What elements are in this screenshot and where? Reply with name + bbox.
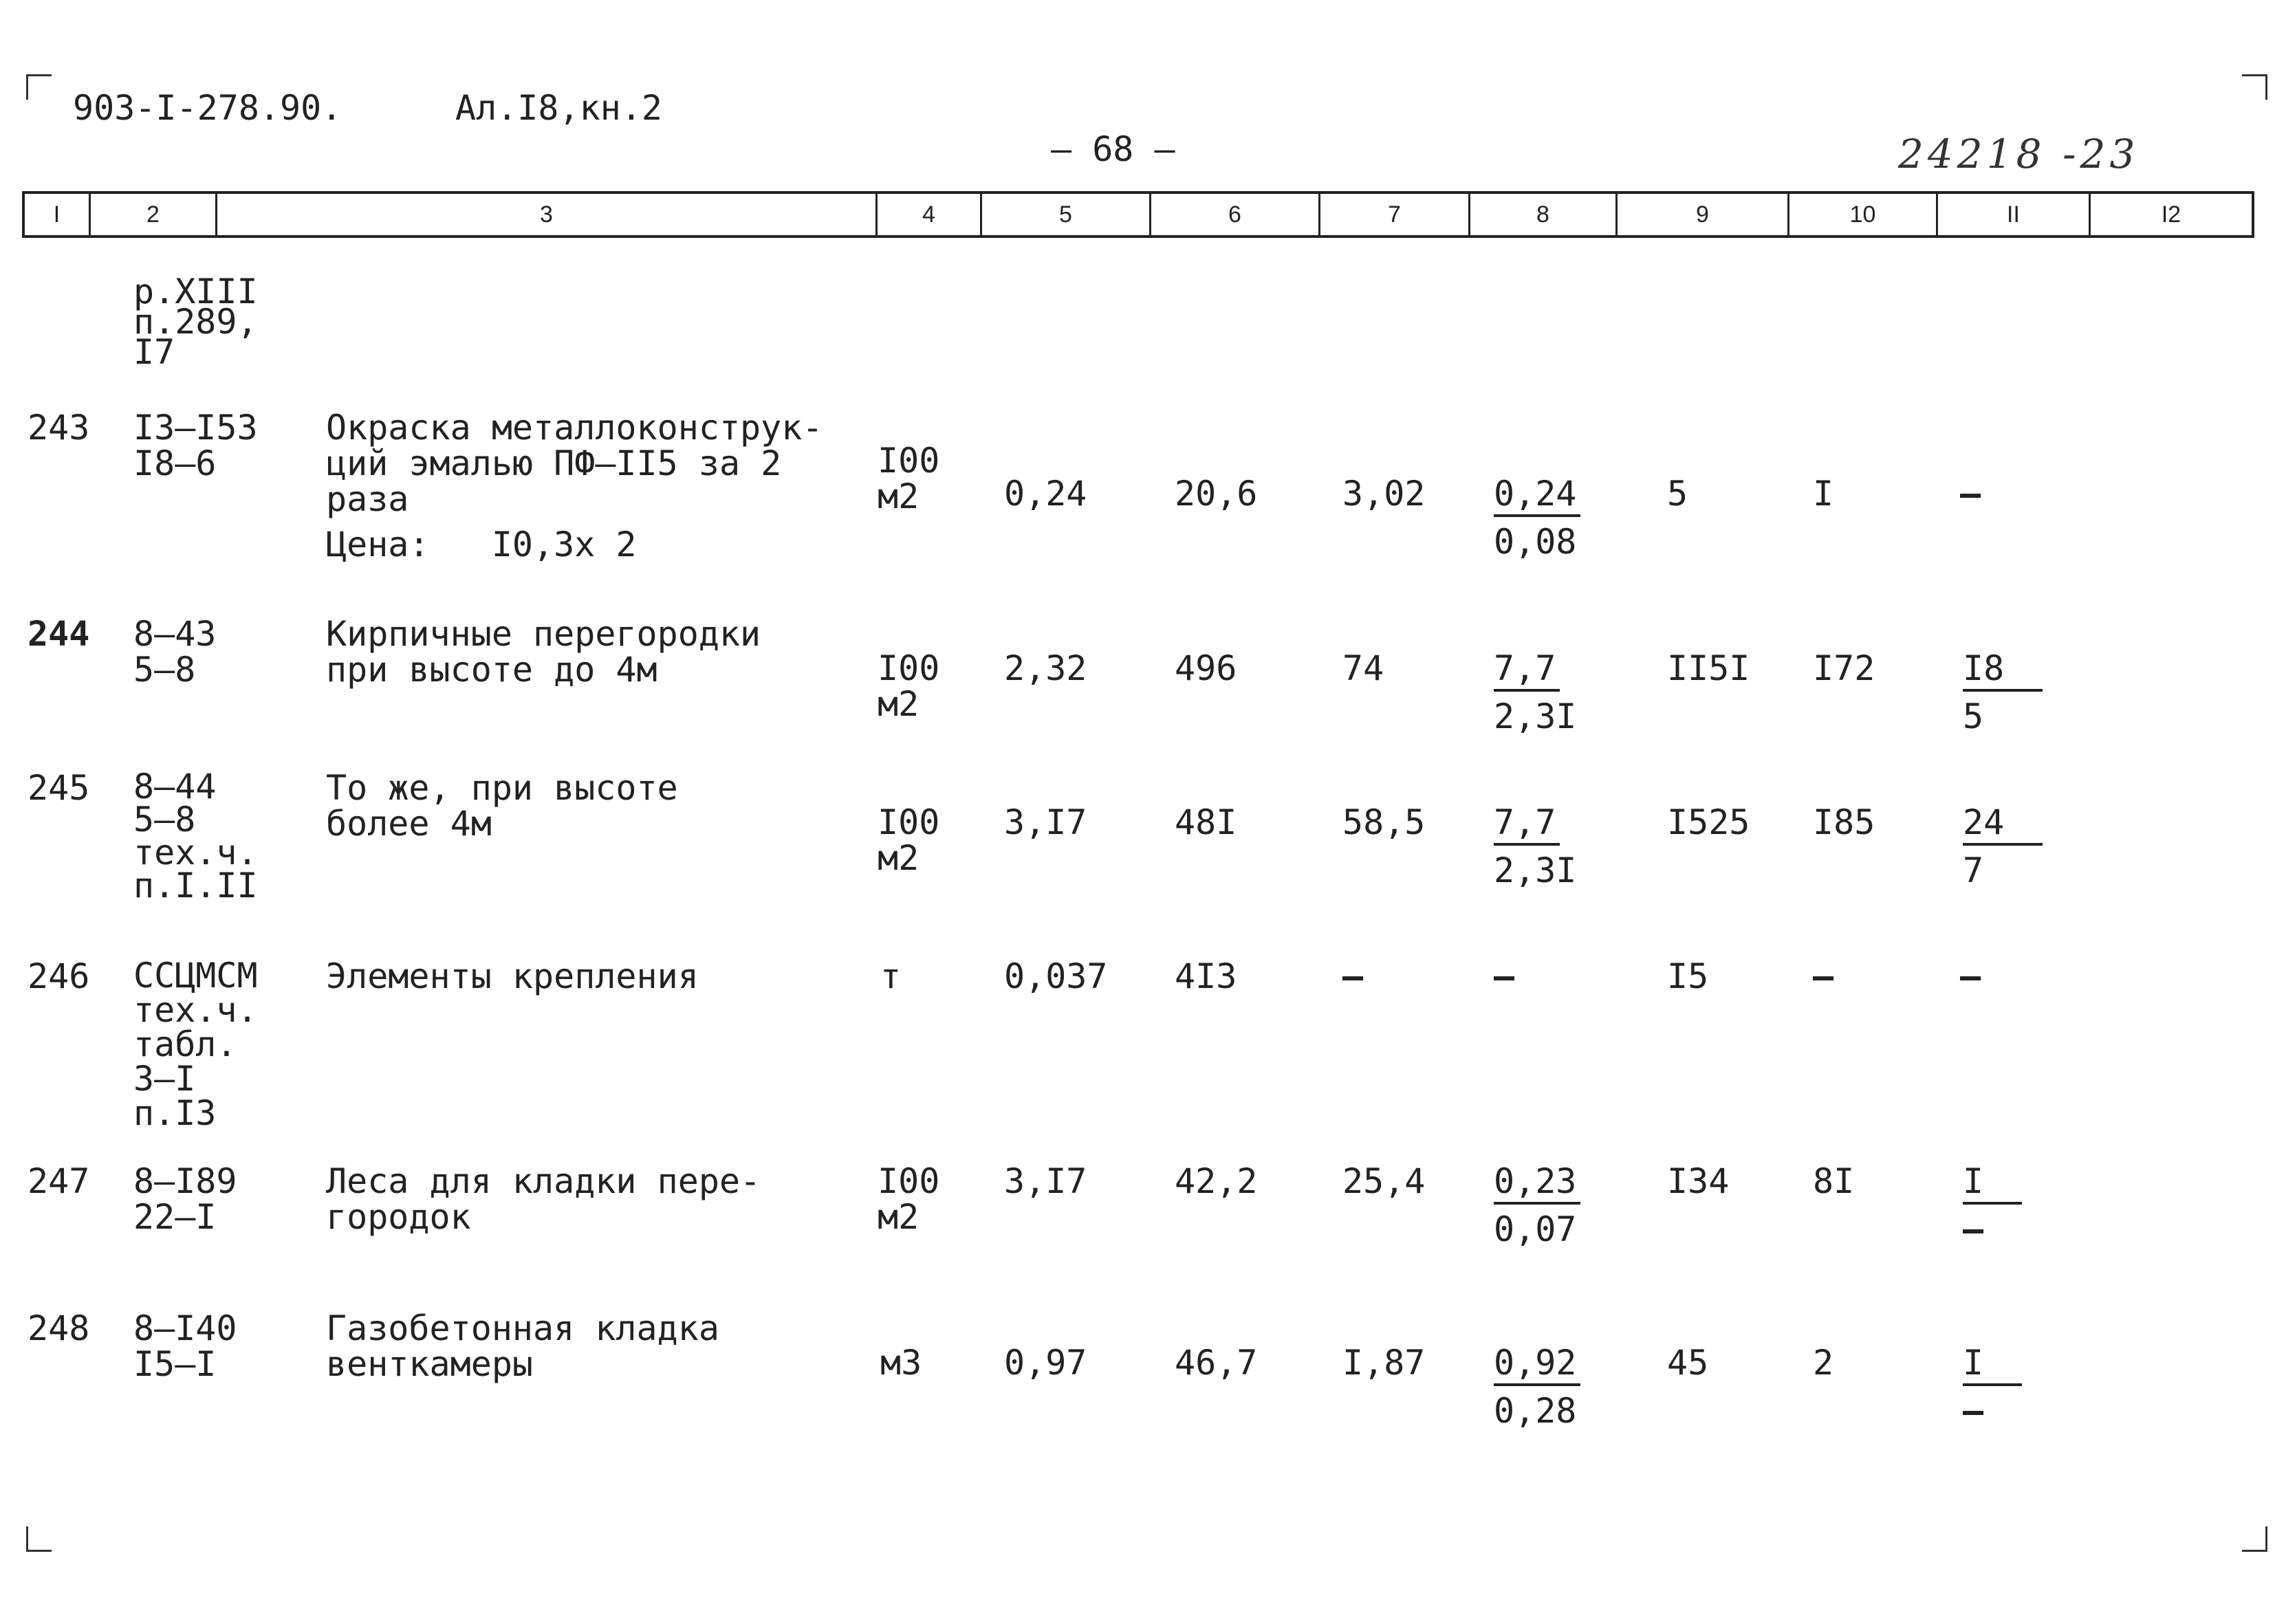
column-7-value: I,87 [1342, 1343, 1426, 1383]
column-header-7: 7 [1320, 194, 1470, 235]
corner-mark-bottom-right [2242, 1526, 2267, 1552]
album-reference: Ал.I8,кн.2 [455, 88, 663, 128]
column-8-fraction: $\frac{0,23}{0,07}$ [1494, 1163, 1580, 1247]
work-description: Газобетонная кладка венткамеры [326, 1308, 719, 1384]
column-header-4: 4 [878, 194, 982, 235]
work-description: То же, при высоте более 4м [326, 768, 678, 844]
rate-code: 8–43 5–8 [133, 614, 217, 690]
column-11-value: – [1960, 956, 1981, 996]
column-10-value: – [1813, 956, 1834, 996]
row-number: 247 [28, 1161, 90, 1201]
document-code: 903-I-278.90. [73, 88, 342, 128]
column-8-fraction: $\frac{7,7}{2,3I}$ [1494, 648, 1577, 736]
column-header-9: 9 [1618, 194, 1789, 235]
work-description: Элементы крепления [326, 956, 699, 996]
unit: I00 м2 [878, 802, 940, 878]
column-10-value: I [1813, 474, 1834, 514]
column-9-value: II5I [1667, 648, 1750, 688]
column-header-10: 10 [1789, 194, 1938, 235]
column-header-5: 5 [982, 194, 1151, 235]
column-6-value: 496 [1175, 648, 1237, 688]
column-10-value: 2 [1813, 1343, 1834, 1383]
column-8-fraction: $\frac{0,24}{0,08}$ [1494, 476, 1580, 560]
column-header-2: 2 [91, 194, 217, 235]
column-header-row [22, 191, 2254, 238]
handwritten-number: 24218 -23 [1898, 131, 2140, 177]
quantity: 0,037 [1004, 956, 1108, 996]
column-9-value: I34 [1667, 1161, 1730, 1201]
column-7-value: 25,4 [1342, 1161, 1426, 1201]
row-number: 246 [28, 956, 90, 996]
unit: I00 м2 [878, 441, 940, 516]
unit: м3 [880, 1343, 922, 1383]
row-number: 248 [28, 1308, 90, 1348]
quantity: 2,32 [1004, 648, 1087, 688]
column-header-12: I2 [2161, 201, 2181, 228]
column-8-fraction: $\frac{0,92}{0,28}$ [1494, 1345, 1580, 1429]
quantity: 3,I7 [1004, 1161, 1087, 1201]
column-7-value: – [1342, 956, 1364, 996]
rate-code: 8–I40 I5–I [133, 1308, 237, 1384]
corner-mark-top-right [2242, 74, 2267, 100]
unit: т [880, 956, 902, 996]
quantity: 0,97 [1004, 1343, 1087, 1383]
unit: I00 м2 [878, 648, 940, 724]
rate-code: 8–44 5–8 тех.ч. п.I.II [133, 767, 258, 906]
work-description: Окраска металлоконструк- ций эмалью ПФ–II5 за 2 раза [326, 408, 823, 519]
price-note: Цена: I0,3х 2 [326, 525, 637, 564]
column-10-value: I72 [1813, 648, 1875, 688]
quantity: 0,24 [1004, 474, 1087, 514]
column-header-11: II [1938, 194, 2091, 235]
work-description: Кирпичные перегородки при высоте до 4м [326, 614, 761, 690]
column-8-fraction: $\frac{7,7}{2,3I}$ [1494, 802, 1577, 890]
column-6-value: 48I [1175, 802, 1237, 842]
column-11-fraction: $\frac{24}{7}$ [1963, 804, 2043, 888]
corner-mark-bottom-left [26, 1526, 52, 1552]
column-8-value: – [1494, 956, 1515, 996]
work-description: Леса для кладки пере- городок [326, 1161, 761, 1237]
column-9-value: 5 [1667, 474, 1688, 514]
row-number: 245 [28, 768, 90, 808]
quantity: 3,I7 [1004, 802, 1087, 842]
rate-code: ССЦМСМ тех.ч. табл. 3–I п.I3 [133, 956, 258, 1133]
rate-code: I3–I53 I8–6 [133, 408, 258, 483]
column-6-value: 20,6 [1175, 474, 1258, 514]
corner-mark-top-left [26, 74, 52, 100]
column-9-value: I5 [1667, 956, 1709, 996]
column-header-1: I [25, 194, 91, 235]
rate-code: 8–I89 22–I [133, 1161, 237, 1237]
column-header-6: 6 [1151, 194, 1320, 235]
column-7-value: 3,02 [1342, 474, 1426, 514]
continuation-basis: р.XIII п.289, I7 [133, 272, 258, 372]
column-9-value: 45 [1667, 1343, 1709, 1383]
column-6-value: 46,7 [1175, 1343, 1258, 1383]
unit: I00 м2 [878, 1161, 940, 1237]
column-6-value: 42,2 [1175, 1161, 1258, 1201]
column-11-fraction: $\frac{I8}{5}$ [1963, 650, 2043, 734]
column-10-value: 8I [1813, 1161, 1855, 1201]
column-10-value: I85 [1813, 802, 1875, 842]
column-7-value: 74 [1342, 648, 1384, 688]
column-11-fraction: I – [1963, 1163, 2022, 1247]
column-11-fraction: I – [1963, 1345, 2022, 1429]
column-6-value: 4I3 [1175, 956, 1237, 996]
page-number: — 68 — [1051, 129, 1175, 169]
column-9-value: I525 [1667, 802, 1750, 842]
row-number: 243 [28, 408, 90, 448]
column-11-value: – [1960, 474, 1981, 514]
column-header-3: 3 [217, 194, 878, 235]
row-number: 244 [28, 614, 90, 654]
column-7-value: 58,5 [1342, 802, 1426, 842]
column-header-8: 8 [1470, 194, 1618, 235]
